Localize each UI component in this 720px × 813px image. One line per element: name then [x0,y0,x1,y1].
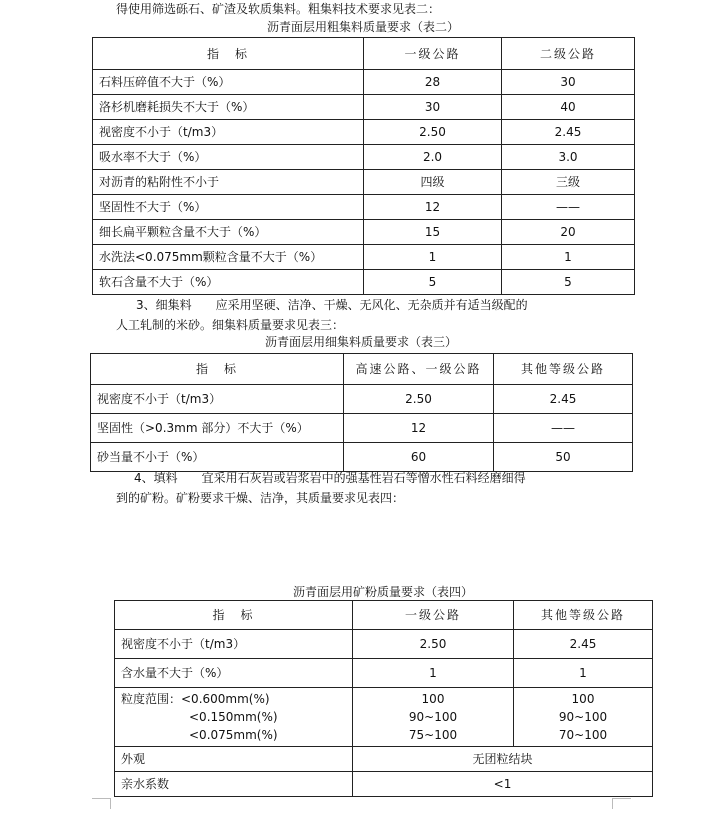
table-row [91,385,633,414]
page-corner-mark [92,798,111,809]
cell-value: 1 [502,245,635,270]
table-row [93,145,635,170]
cell-value: 2.50 [353,630,514,659]
row-label: 外观 [115,747,353,772]
cell-value: 50 [494,443,633,472]
size-range-value: 90~100 [408,710,458,724]
cell-value: <1 [353,772,653,797]
table-row [93,195,635,220]
cell-value [514,688,653,747]
size-range-label-sub: <0.075mm(%) [189,728,278,742]
cell-value: 15 [364,220,502,245]
column-header: 二级公路 [502,38,635,70]
row-label: 坚固性不大于（%） [93,195,364,220]
table-row [115,630,653,659]
cell-value: 5 [364,270,502,295]
table-row [93,120,635,145]
row-label: 含水量不大于（%） [115,659,353,688]
size-range-value: 70~100 [558,728,608,742]
table-header-row [91,354,633,385]
row-label [115,688,353,747]
table4-caption: 沥青面层用矿粉质量要求（表四） [292,585,473,599]
table-row [93,170,635,195]
cell-value: 20 [502,220,635,245]
fine-aggregate-paragraph-line1: 3、细集料 应采用坚硬、洁净、干燥、无风化、无杂质并有适当级配的 [136,298,528,312]
cell-value: 2.45 [514,630,653,659]
cell-value: 3.0 [502,145,635,170]
cell-value: 30 [502,70,635,95]
cell-value: —— [494,414,633,443]
cell-value: 1 [514,659,653,688]
row-label: 亲水系数 [115,772,353,797]
cell-value: 四级 [364,170,502,195]
row-label: 石料压碎值不大于（%） [93,70,364,95]
row-label: 视密度不小于（t/m3） [91,385,344,414]
table4-mineral-powder [114,600,653,797]
row-label: 坚固性（>0.3mm 部分）不大于（%） [91,414,344,443]
cell-value: 28 [364,70,502,95]
table-row [93,270,635,295]
column-header: 指 标 [93,38,364,70]
cell-value: 5 [502,270,635,295]
column-header: 其他等级公路 [494,354,633,385]
cell-value: 30 [364,95,502,120]
cell-value: 1 [353,659,514,688]
size-range-label-sub: <0.150mm(%) [189,710,278,724]
size-range-label-main: 粒度范围：<0.600mm(%) [121,692,270,706]
cell-value: 12 [364,195,502,220]
table-row [93,245,635,270]
table-row [93,95,635,120]
column-header: 一级公路 [353,601,514,630]
cell-value: 2.0 [364,145,502,170]
size-range-value: 75~100 [408,728,458,742]
table-row [93,220,635,245]
row-label: 视密度不小于（t/m3） [93,120,364,145]
cell-value: 2.50 [364,120,502,145]
table-row [91,414,633,443]
table3-caption: 沥青面层用细集料质量要求（表三） [264,335,457,349]
row-label: 洛杉机磨耗损失不大于（%） [93,95,364,120]
row-label: 吸水率不大于（%） [93,145,364,170]
size-range-value: 90~100 [558,710,608,724]
column-header: 指 标 [115,601,353,630]
table-row [115,659,653,688]
table2-caption: 沥青面层用粗集料质量要求（表二） [266,20,459,34]
column-header: 其他等级公路 [514,601,653,630]
cell-value: 无团粒结块 [353,747,653,772]
intro-paragraph: 得使用筛选砾石、矿渣及软质集料。粗集料技术要求见表二： [116,2,441,16]
cell-value [353,688,514,747]
table-row [115,772,653,797]
page-corner-mark [612,798,631,809]
table-row [115,747,653,772]
table3-fine-aggregate [90,353,633,472]
column-header: 一级公路 [364,38,502,70]
cell-value: 1 [364,245,502,270]
cell-value: 2.50 [344,385,494,414]
column-header: 高速公路、一级公路 [344,354,494,385]
size-range-value: 100 [421,692,445,706]
fine-aggregate-paragraph-line2: 人工轧制的米砂。细集料质量要求见表三： [116,318,345,332]
filler-paragraph-line1: 4、填料 宜采用石灰岩或岩浆岩中的强基性岩石等憎水性石料经磨细得 [134,471,526,485]
table-row [93,70,635,95]
cell-value: 2.45 [494,385,633,414]
row-label: 对沥青的粘附性不小于 [93,170,364,195]
row-label: 水洗法<0.075mm颗粒含量不大于（%） [93,245,364,270]
size-range-value: 100 [571,692,595,706]
row-label: 软石含量不大于（%） [93,270,364,295]
row-label: 砂当量不小于（%） [91,443,344,472]
cell-value: —— [502,195,635,220]
row-label: 细长扁平颗粒含量不大于（%） [93,220,364,245]
table-row [115,688,653,747]
cell-value: 三级 [502,170,635,195]
table2-coarse-aggregate [92,37,635,295]
table-header-row [93,38,635,70]
cell-value: 60 [344,443,494,472]
cell-value: 40 [502,95,635,120]
cell-value: 2.45 [502,120,635,145]
filler-paragraph-line2: 到的矿粉。矿粉要求干燥、洁净，其质量要求见表四： [116,491,405,505]
cell-value: 12 [344,414,494,443]
column-header: 指 标 [91,354,344,385]
row-label: 视密度不小于（t/m3） [115,630,353,659]
table-header-row [115,601,653,630]
